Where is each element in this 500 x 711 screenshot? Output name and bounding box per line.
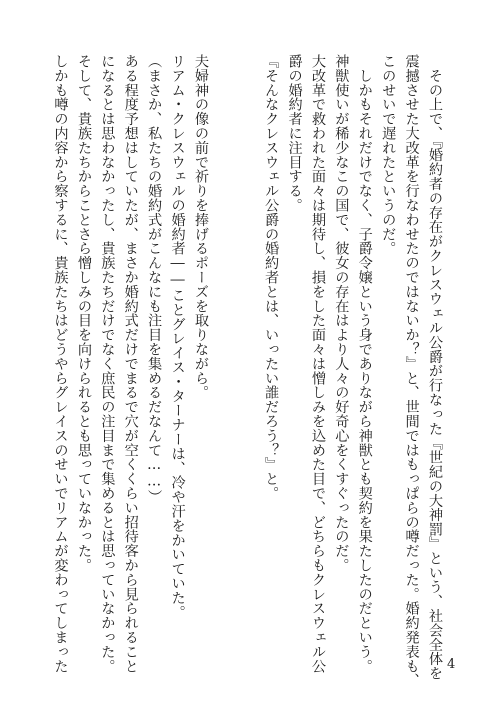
text-line: 大改革で救われた面々は期待し、損をした面々は憎しみを込めた目で、どちらもクレスウェル公	[309, 54, 326, 674]
page-number: 4	[447, 657, 456, 672]
text-line: 夫婦神の像の前で祈りを捧げるポーズを取りながら。	[192, 54, 209, 400]
text-line: （まさか、私たちの婚約式がこんなにも注目を集めるだなんて……）	[146, 54, 163, 504]
text-line: ある程度予想はしていたが、まさか婚約式だけでまるで穴が空くくらい招待客から見られること	[122, 54, 139, 674]
text-line: しかも噂の内容から察するに、貴族たちはどうやらグレイスのせいでリアムが変わってしまった	[52, 54, 69, 674]
text-line: しかもそれだけでなく、子爵令嬢という身でありながら神獣とも契約を果たしたのだという。	[356, 54, 373, 674]
text-line: リアム・クレスウェルの婚約者――ことグレイス・ターナーは、冷や汗をかいていた。	[169, 54, 186, 620]
blank-line	[212, 54, 235, 639]
text-line: そして、貴族たちからことさら憎しみの目を向けられるとも思っていなかった。	[75, 54, 92, 573]
text-line: 爵の婚約者に注目する。	[286, 54, 303, 213]
vertical-text-body	[52, 54, 446, 688]
text-line: 震撼させた大改革を行なわせたのではないか？』と、世間ではもっぱらの噂だった。婚約発表も、	[403, 54, 420, 688]
blank-line	[235, 54, 258, 639]
text-line: このせいで遅れたというのだ。	[380, 54, 397, 256]
text-line: その上で、『婚約者の存在がクレスウェル公爵が行なった『世紀の大神罰』という、社会全体を	[427, 54, 443, 681]
text-line: 『そんなクレスウェル公爵の婚約者とは、いったい誰だろう？』と。	[263, 54, 280, 501]
text-line: になるとは思わなかったし、貴族たちだけでなく庶民の注目まで集めるとは思っていなかった。	[99, 54, 116, 674]
text-line: 神獣使いが稀少なこの国で、彼女の存在はより人々の好奇心をくすぐったのだ。	[333, 54, 350, 573]
